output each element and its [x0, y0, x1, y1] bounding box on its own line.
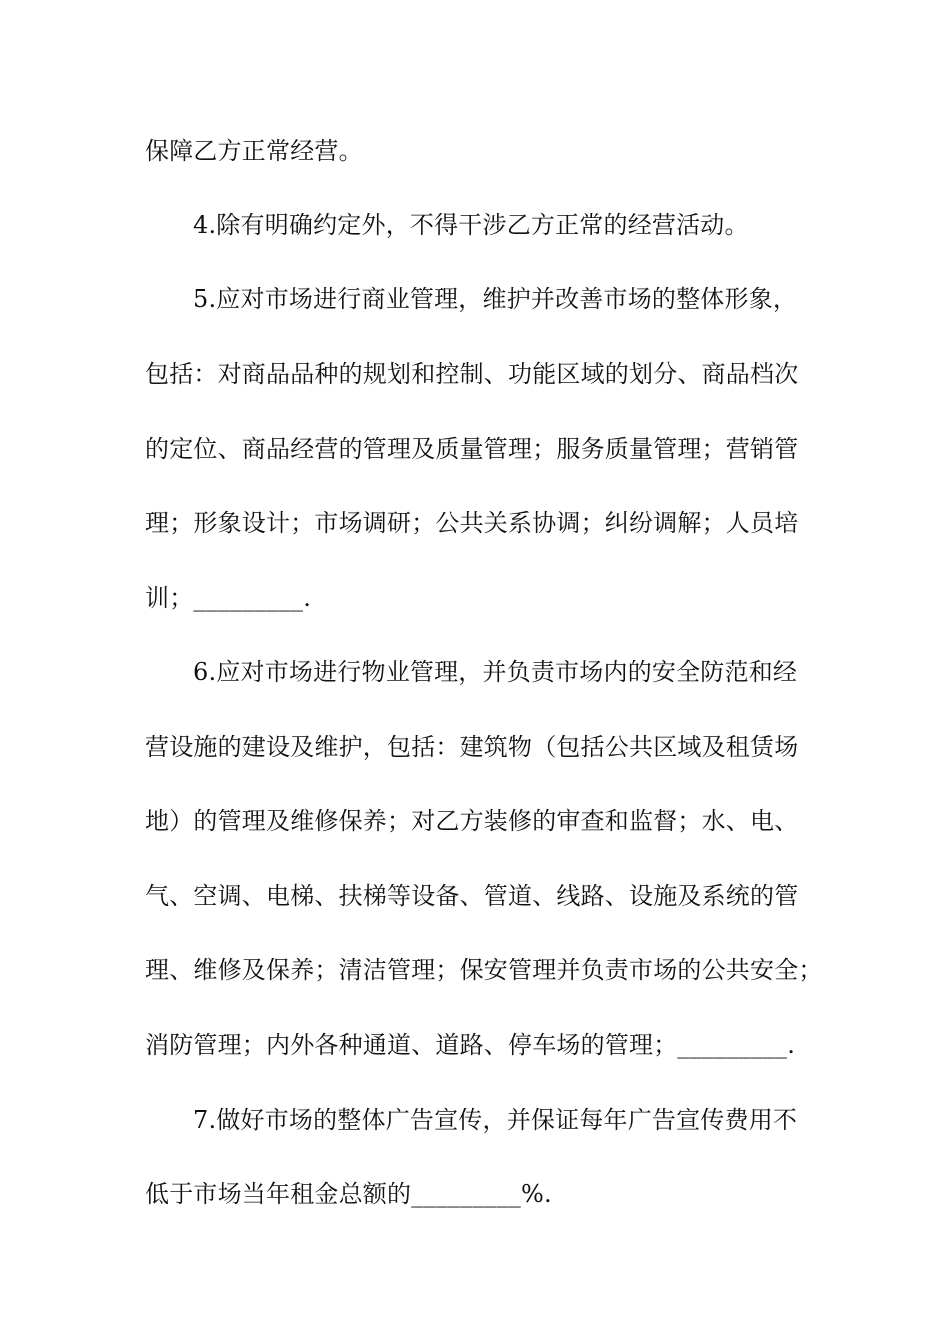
clause-6: 6.应对市场进行物业管理，并负责市场内的安全防范和经	[193, 658, 798, 686]
text-line: 理；形象设计；市场调研；公共关系协调；纠纷调解；人员培	[145, 509, 799, 537]
text-line: 低于市场当年租金总额的_________%.	[145, 1180, 552, 1208]
text-line: 理、维修及保养；清洁管理；保安管理并负责市场的公共安全；	[145, 956, 823, 984]
text-line: 营设施的建设及维护，包括：建筑物（包括公共区域及租赁场	[145, 733, 799, 761]
clause-7: 7.做好市场的整体广告宣传，并保证每年广告宣传费用不	[193, 1106, 798, 1134]
text-line: 训；_________.	[145, 584, 312, 612]
clause-4: 4.除有明确约定外，不得干涉乙方正常的经营活动。	[193, 211, 749, 239]
text-line: 的定位、商品经营的管理及质量管理；服务质量管理；营销管	[145, 435, 799, 463]
text-line: 消防管理；内外各种通道、道路、停车场的管理；_________.	[145, 1031, 796, 1059]
text-line: 地）的管理及维修保养；对乙方装修的审查和监督；水、电、	[145, 807, 799, 835]
text-line: 气、空调、电梯、扶梯等设备、管道、线路、设施及系统的管	[145, 882, 799, 910]
text-line: 保障乙方正常经营。	[145, 137, 363, 165]
text-line: 包括：对商品品种的规划和控制、功能区域的划分、商品档次	[145, 360, 799, 388]
clause-5: 5.应对市场进行商业管理，维护并改善市场的整体形象，	[193, 285, 798, 313]
